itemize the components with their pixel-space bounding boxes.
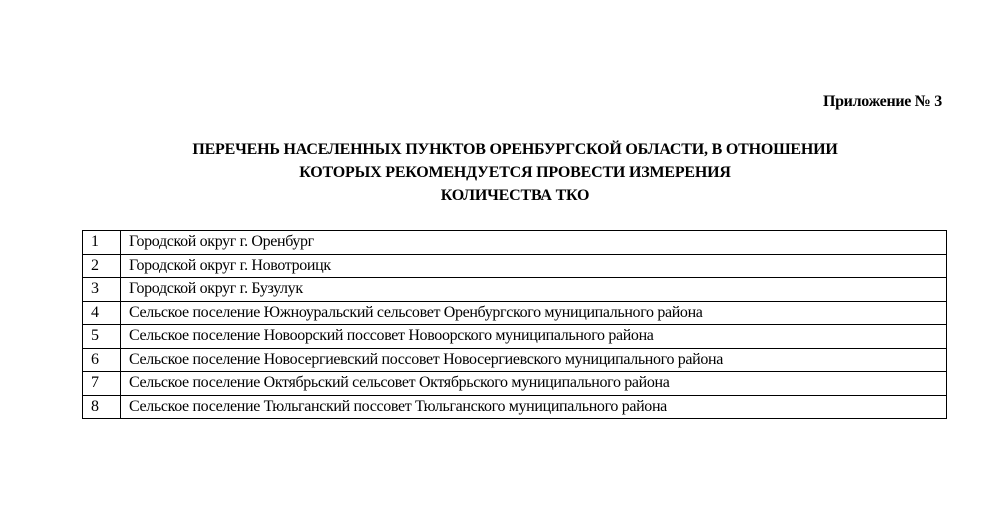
settlement-name: Сельское поселение Новосергиевский поссовет Новосергиевского муниципального района — [121, 348, 947, 372]
title-line: КОЛИЧЕСТВА ТКО — [440, 187, 590, 204]
table-row — [83, 348, 947, 372]
settlement-name: Сельское поселение Новоорский поссовет Новоорского муниципального района — [121, 325, 947, 349]
settlement-name: Сельское поселение Октябрьский сельсовет Октябрьского муниципального района — [121, 372, 947, 396]
appendix-label: Приложение № 3 — [822, 93, 942, 110]
settlement-name: Сельское поселение Тюльганский поссовет Тюльганского муниципального района — [121, 395, 947, 419]
row-number: 2 — [83, 254, 121, 278]
row-number: 7 — [83, 372, 121, 396]
table-row — [83, 325, 947, 349]
table-row — [83, 372, 947, 396]
title-line: КОТОРЫХ РЕКОМЕНДУЕТСЯ ПРОВЕСТИ ИЗМЕРЕНИЯ — [299, 164, 731, 181]
row-number: 5 — [83, 325, 121, 349]
table-row — [83, 254, 947, 278]
row-number: 4 — [83, 301, 121, 325]
settlement-name: Сельское поселение Южноуральский сельсовет Оренбургского муниципального района — [121, 301, 947, 325]
row-number: 8 — [83, 395, 121, 419]
table-row — [83, 395, 947, 419]
row-number: 3 — [83, 278, 121, 302]
table-row — [83, 231, 947, 255]
document-title — [82, 138, 948, 207]
settlement-name: Городской округ г. Оренбург — [121, 231, 947, 255]
title-line: ПЕРЕЧЕНЬ НАСЕЛЕННЫХ ПУНКТОВ ОРЕНБУРГСКОЙ ОБЛАСТИ, В ОТНОШЕНИИ — [192, 141, 838, 158]
row-number: 1 — [83, 231, 121, 255]
settlement-name: Городской округ г. Новотроицк — [121, 254, 947, 278]
settlement-name: Городской округ г. Бузулук — [121, 278, 947, 302]
table-row — [83, 278, 947, 302]
row-number: 6 — [83, 348, 121, 372]
settlements-table — [82, 230, 947, 419]
table-row — [83, 301, 947, 325]
